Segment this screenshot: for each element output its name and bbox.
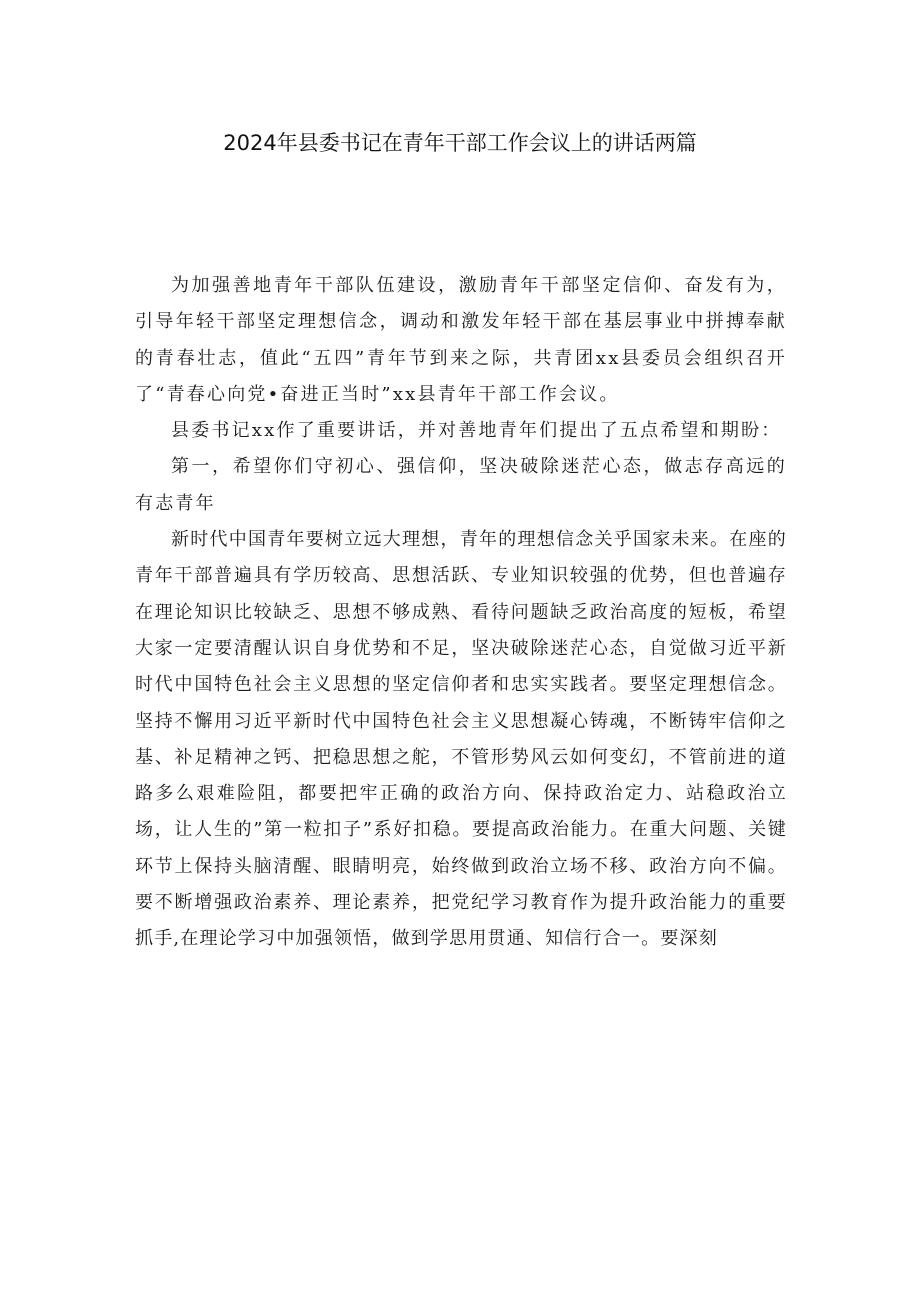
paragraph-speech-intro: 县委书记xx作了重要讲话，并对善地青年们提出了五点希望和期盼： xyxy=(171,420,782,442)
paragraph-first-hope-body: 新时代中国青年要树立远大理想，青年的理想信念关乎国家未来。在座的青年干部普遍具有学历较高、思想活跃、专业知识较强的优势，但也普遍存在理论知识比较缺乏、思想不够成熟、看待问题缺乏政治高度的短板，希望大家一定要清醒认识自身优势和不足，坚决破除迷茫心态，自觉做习近平新时代中国特色社会主义思想的坚定信仰者和忠实实践者。要坚定理想信念。坚持不懈用习近平新时代中国特色社会主义思想凝心铸魂，不断铸牢信仰之基、补足精神之钙、把稳思想之舵，不管形势风云如何变幻，不管前进的道路多么艰难险阻，都要把牢正确的政治方向、保持政治定力、站稳政治立场，让人生的”第一粒扣子”系好扣稳。要提高政治能力。在重大问题、关键环节上保持头脑清醒、眼睛明亮，始终做到政治立场不移、政治方向不偏。要不断增强政治素养、理论素养，把党纪学习教育作为提升政治能力的重要抓手,在理论学习中加强领悟，做到学思用贯通、知信行合一。要深刻 xyxy=(135,529,787,950)
paragraph-intro: 为加强善地青年干部队伍建设，激励青年干部坚定信仰、奋发有为，引导年轻干部坚定理想信念，调动和激发年轻干部在基层事业中拼搏奉献的青春壮志，值此“五四”青年节到来之际，共青团xx县委员会组织召开了“青春心向党•奋进正当时”xx县青年干部工作会议。 xyxy=(135,275,787,405)
document-body xyxy=(135,268,787,958)
document-title: 2024年县委书记在青年干部工作会议上的讲话两篇 xyxy=(223,131,697,155)
paragraph-first-hope-heading: 第一，希望你们守初心、强信仰，坚决破除迷茫心态，做志存高远的有志青年 xyxy=(135,456,787,514)
